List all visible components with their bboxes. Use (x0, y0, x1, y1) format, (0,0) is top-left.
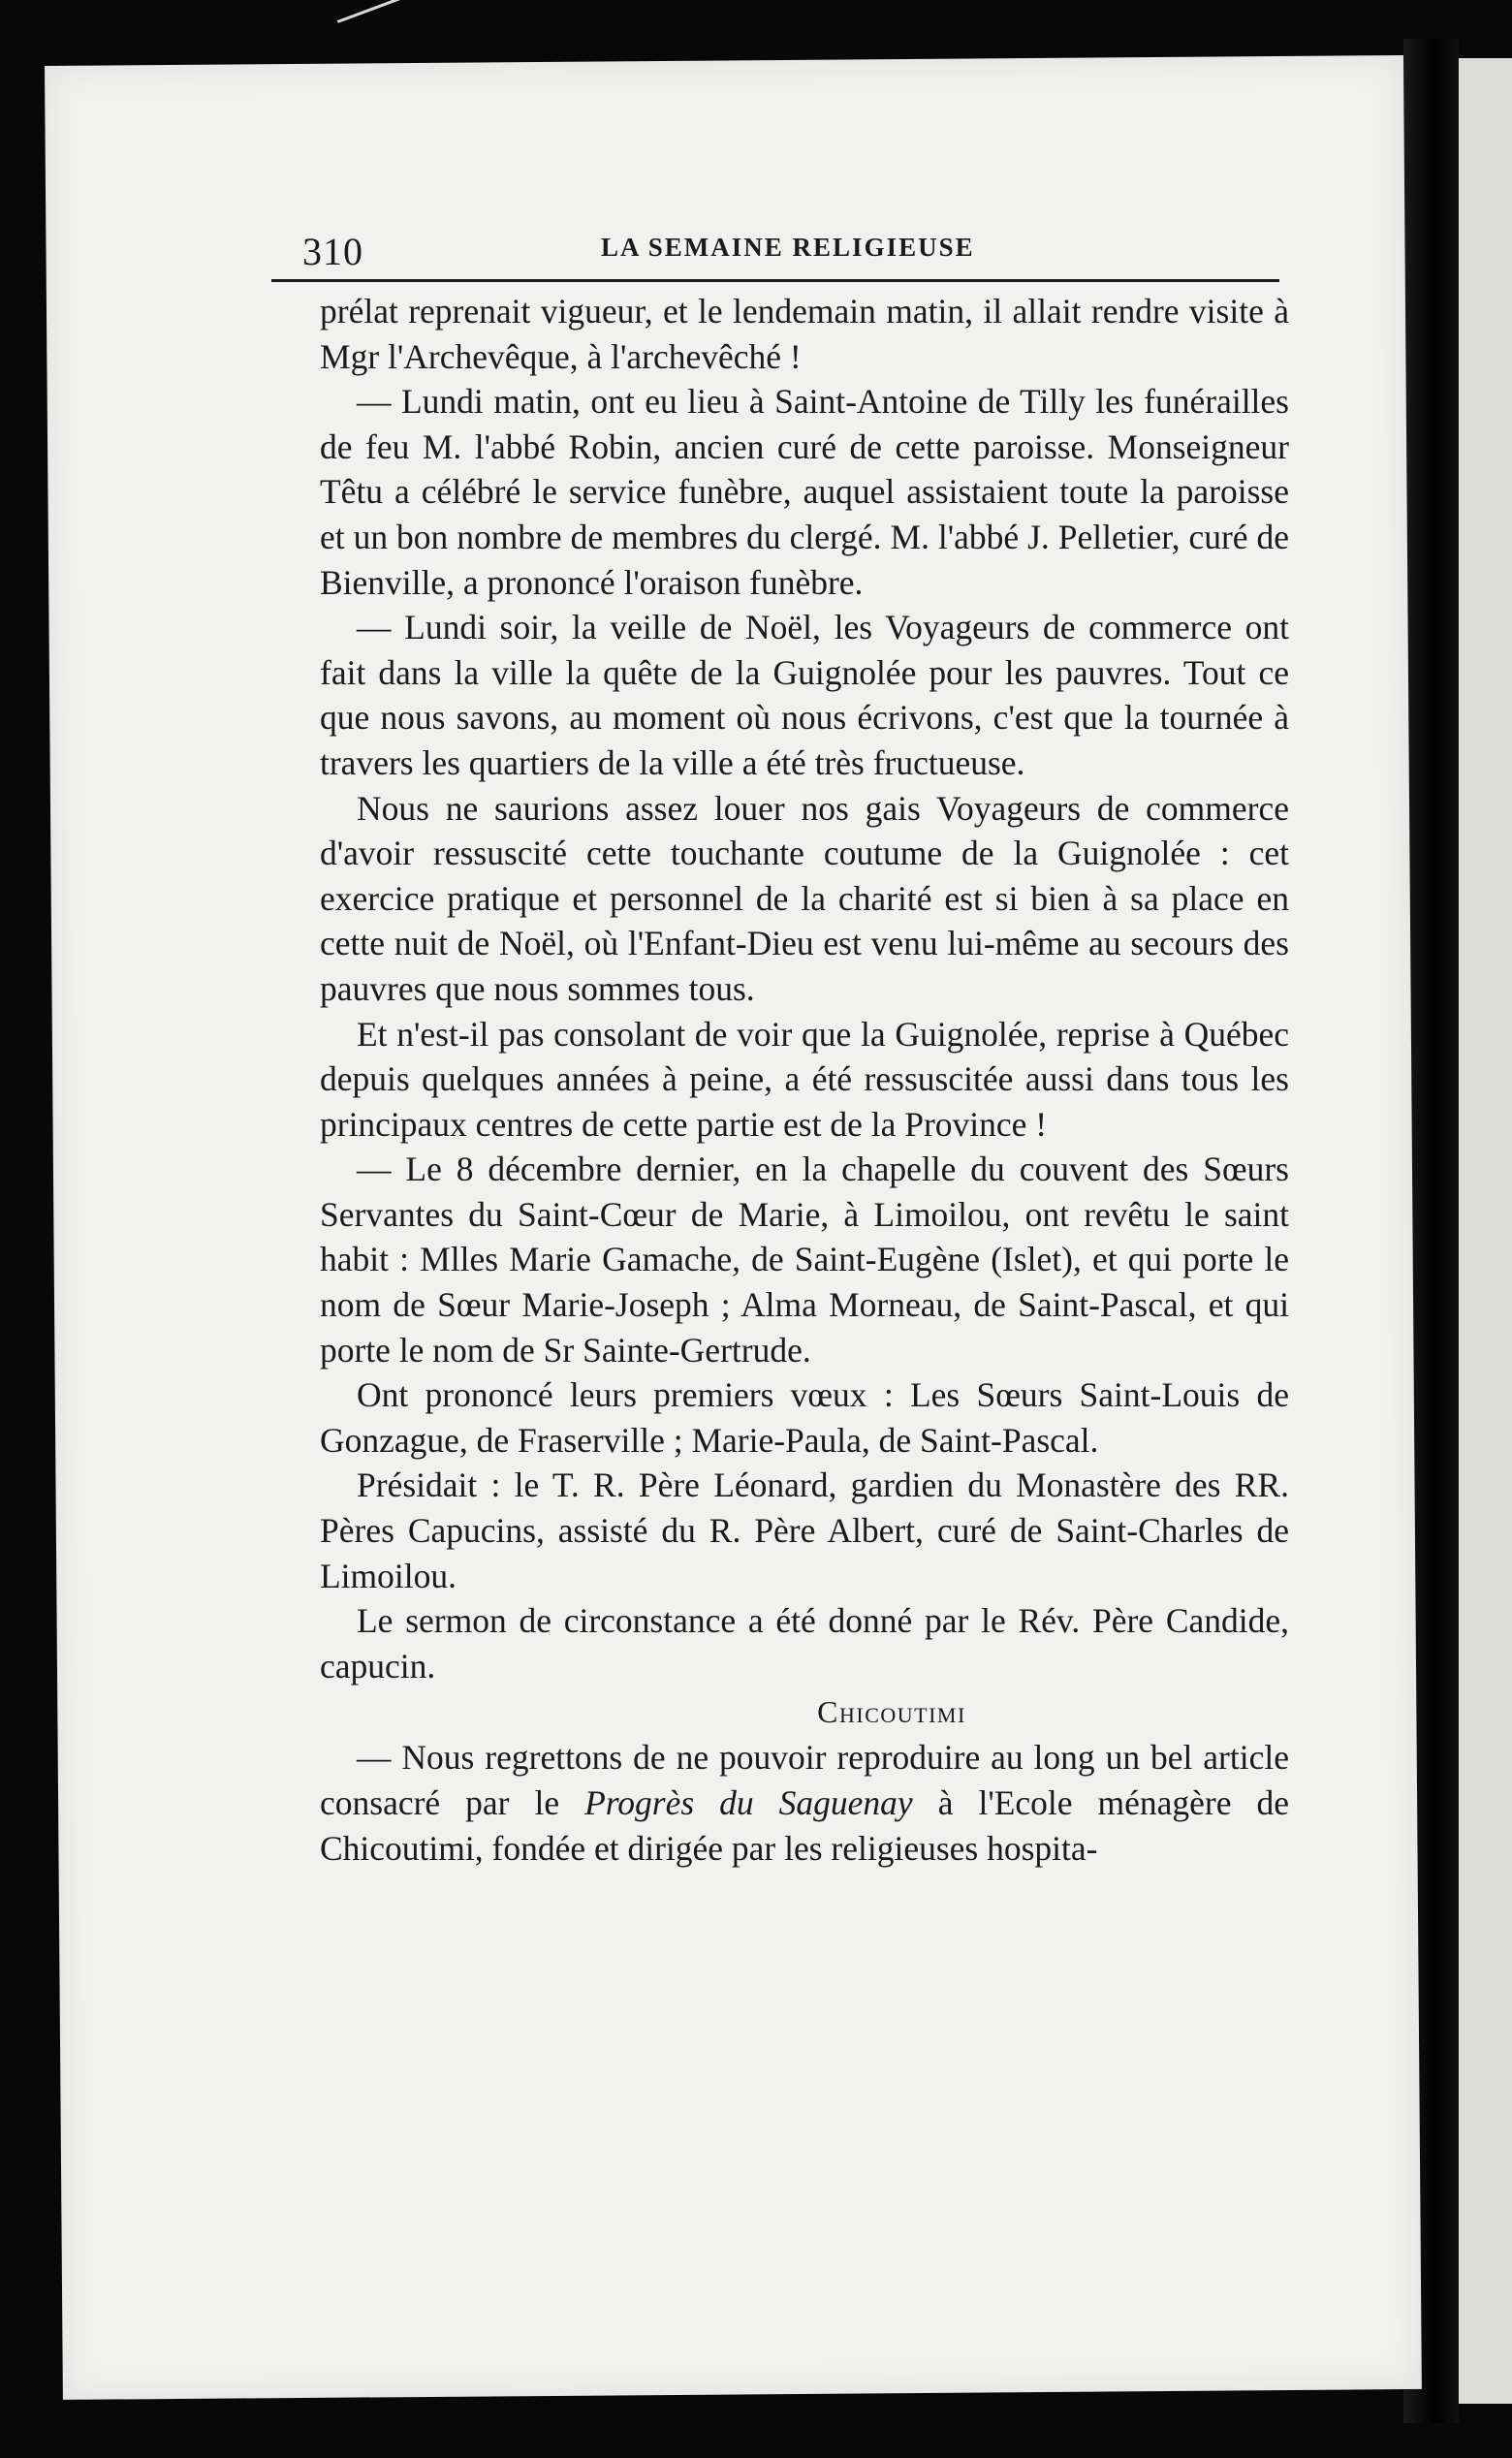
page-body (320, 289, 1289, 1871)
page-number: 310 (302, 230, 363, 273)
paragraph-final (320, 1735, 1289, 1871)
section-heading: Chicoutimi (817, 1694, 966, 1730)
final-text-after: à l'Ecole ménagère de Chicoutimi, fondée et dirigée par les religieuses hospita- (320, 1783, 1289, 1868)
page-header (271, 221, 1279, 282)
paragraph: — Le 8 décembre dernier, en la chapelle du couvent des Sœurs Servantes du Saint-Cœur de Marie, à Limoilou, ont revêtu le saint habit : Mlles Marie Gamache, de Saint-Eugène (Islet), et qui porte le nom de Sœur Marie-Joseph ; Alma Morneau, de Saint-Pascal, et qui porte le nom de Sr Sainte-Gertrude. (320, 1150, 1289, 1370)
facing-page-edge (1459, 58, 1512, 2404)
final-text-before: — Nous regrettons de ne pouvoir reproduire au long un bel article consacré par le (320, 1738, 1289, 1822)
paragraph: — Lundi soir, la veille de Noël, les Voyageurs de commerce ont fait dans la ville la quête de la Guignolée pour les pauvres. Tout ce que nous savons, au moment où nous écrivons, c'est que la tournée à travers les quartiers de la ville a été très fructueuse. (320, 608, 1289, 782)
paragraph: Et n'est-il pas consolant de voir que la Guignolée, reprise à Québec depuis quelques années à peine, a été ressuscitée aussi dans tous les principaux centres de cette partie est de la Province ! (320, 1014, 1289, 1144)
paragraph: Ont prononcé leurs premiers vœux : Les Sœurs Saint-Louis de Gonzague, de Fraserville ; Marie-Paula, de Saint-Pascal. (320, 1375, 1289, 1460)
paragraph: Présidait : le T. R. Père Léonard, gardien du Monastère des RR. Pères Capucins, assisté du R. Père Albert, curé de Saint-Charles de Limoilou. (320, 1465, 1289, 1595)
scan-artifact (337, 0, 420, 23)
paragraph: — Lundi matin, ont eu lieu à Saint-Antoine de Tilly les funérailles de feu M. l'abbé Robin, ancien curé de cette paroisse. Monseigneur Têtu a célébré le service funèbre, auquel assistaient toute la paroisse et un bon nombre de membres du clergé. M. l'abbé J. Pelletier, curé de Bienville, a prononcé l'oraison funèbre. (320, 382, 1289, 602)
paragraph: Nous ne saurions assez louer nos gais Voyageurs de commerce d'avoir ressuscité cette touchante coutume de la Guignolée : cet exercice pratique et personnel de la charité est si bien à sa place en cette nuit de Noël, où l'Enfant-Dieu est venu lui-même au secours des pauvres que nous sommes tous. (320, 788, 1289, 1008)
running-title: LA SEMAINE RELIGIEUSE (601, 233, 975, 262)
paragraph: prélat reprenait vigueur, et le lendemain matin, il allait rendre visite à Mgr l'Archevêque, à l'archevêché ! (320, 292, 1289, 376)
newspaper-title: Progrès du Saguenay (584, 1783, 913, 1822)
paragraph: Le sermon de circonstance a été donné par le Rév. Père Candide, capucin. (320, 1601, 1289, 1686)
